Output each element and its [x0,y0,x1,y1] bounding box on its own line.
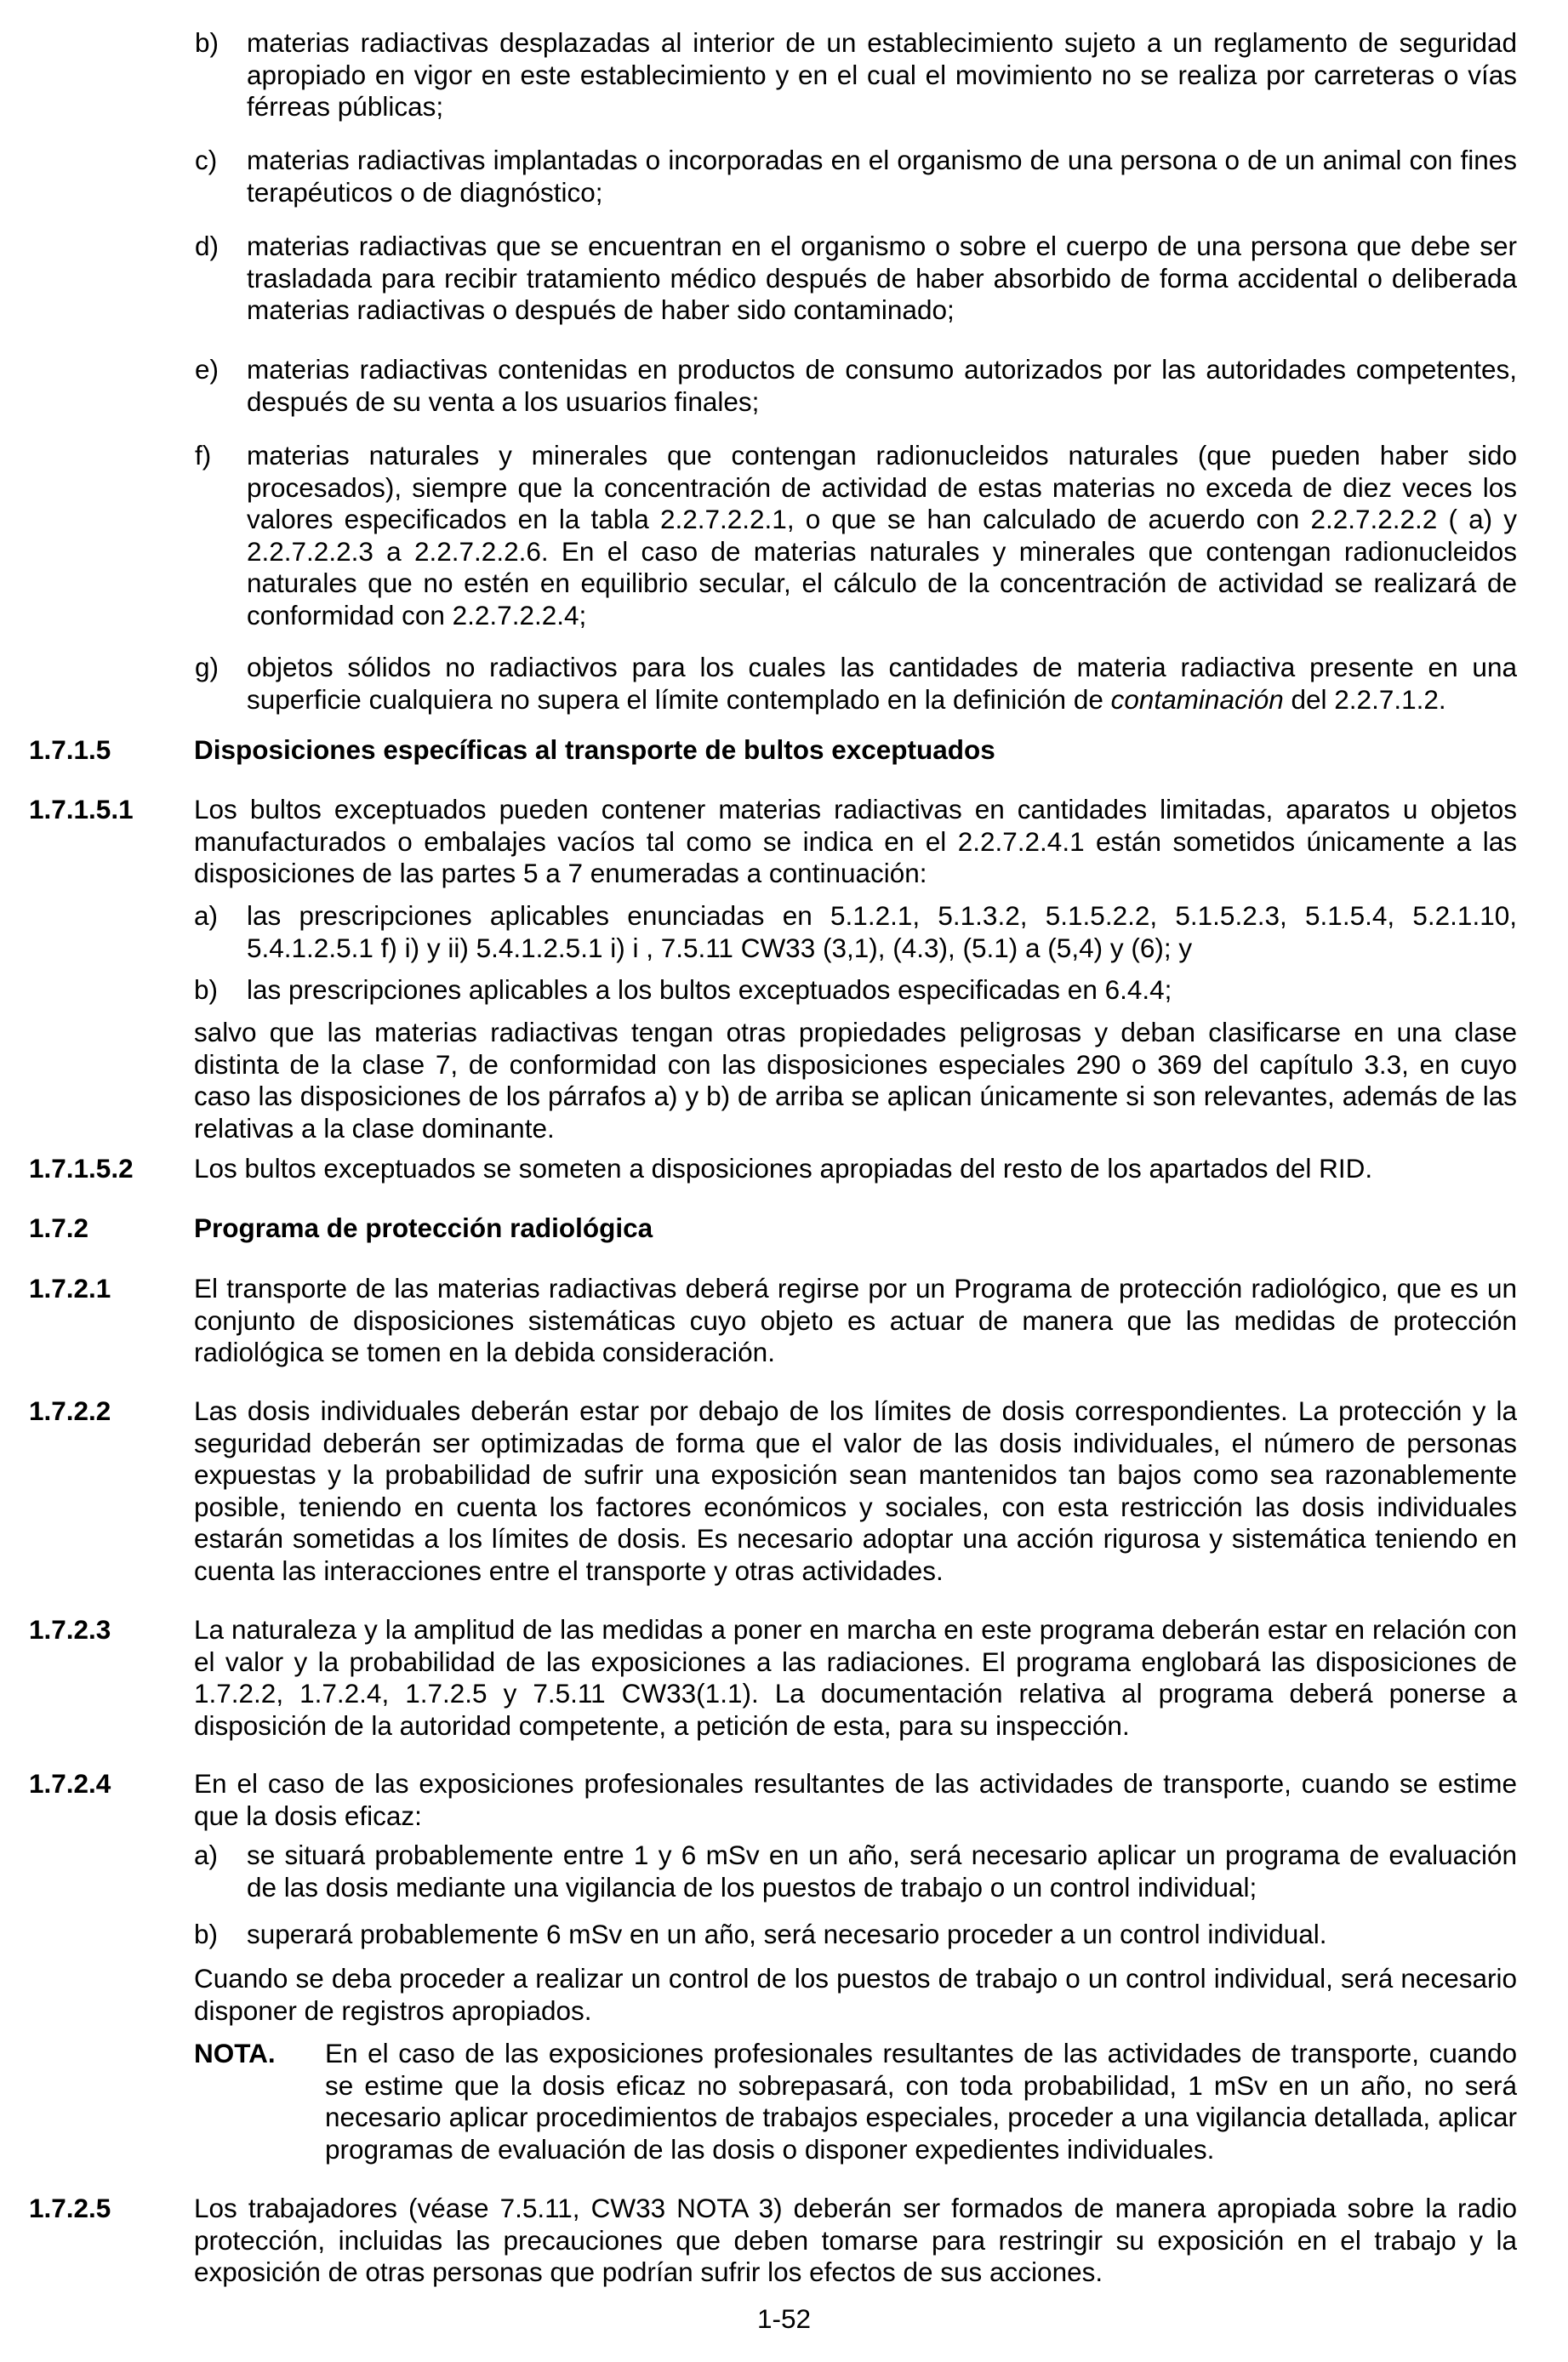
item-b-marker: b) [195,27,220,58]
section-number-1-7-1-5: 1.7.1.5 [29,734,111,765]
section-number-1-7-2-5: 1.7.2.5 [29,2193,111,2223]
item-g-text-italic: contaminación [1110,683,1284,715]
item-b-text: materias radiactivas desplazadas al interior de un establecimiento sujeto a un reglamento de seguridad apropiado en vigor en este establecimiento y en el cual el movimiento no se realiza por carreteras o vías férreas públicas; [247,27,1517,122]
note-label: NOTA. [194,2038,276,2068]
list-1-7-2-4-a-marker: a) [194,1840,219,1870]
item-g-text-before: objetos sólidos no radiactivos para los cuales las cantidades de materia radiactiva presente en una superficie cualquiera no supera el límite contemplado en la definición de [247,652,1517,715]
item-g-marker: g) [195,652,220,682]
list-1-7-2-4-a-text: se situará probablemente entre 1 y 6 mSv en un año, será necesario aplicar un programa de evaluación de las dosis mediante una vigilancia de los puestos de trabajo o un control individual; [247,1840,1517,1903]
list-1-7-2-4-b-marker: b) [194,1919,219,1949]
item-d-text: materias radiactivas que se encuentran en el organismo o sobre el cuerpo de una persona que debe ser trasladada para recibir tratamiento médico después de haber absorbido de forma accidental o deliberada materias radiactivas o después de haber sido contaminado; [247,231,1517,325]
section-1-7-2-5-text: Los trabajadores (véase 7.5.11, CW33 NOTA 3) deberán ser formados de manera apropiada sobre la radio protección, incluidas las precauciones que deben tomarse para restringir su exposición en el trabajo y la exposición de otras personas que podrían sufrir los efectos de sus acciones. [194,2193,1517,2287]
item-e-text: materias radiactivas contenidas en productos de consumo autorizados por las autoridades competentes, después de su venta a los usuarios finales; [247,354,1517,417]
section-1-7-1-5-2-text: Los bultos exceptuados se someten a disposiciones apropiadas del resto de los apartados del RID. [194,1153,1373,1184]
list-1-7-1-5-1-a-text: las prescripciones aplicables enunciadas en 5.1.2.1, 5.1.3.2, 5.1.5.2.2, 5.1.5.2.3, 5.1.5.4, 5.2.1.10, 5.4.1.2.5.1 f) i) y ii) 5.4.1.2.5.1 i) i , 7.5.11 CW33 (3,1), (4.3), (5.1) a (5,4) y (6); y [247,900,1517,963]
section-number-1-7-2-3: 1.7.2.3 [29,1614,111,1645]
section-1-7-1-5-1-intro: Los bultos exceptuados pueden contener materias radiactivas en cantidades limitadas, aparatos u objetos manufacturados o embalajes vacíos tal como se indica en el 2.2.7.2.4.1 están sometidos únicamente a las disposiciones de las partes 5 a 7 enumeradas a continuación: [194,794,1517,888]
section-1-7-2-1-text: El transporte de las materias radiactivas deberá regirse por un Programa de protección radiológico, que es un conjunto de disposiciones sistemáticas cuyo objeto es actuar de manera que las medidas de protección radiológica se tomen en la debida consideración. [194,1273,1517,1367]
section-number-1-7-1-5-1: 1.7.1.5.1 [29,794,134,824]
item-c-marker: c) [195,145,218,175]
page-number: 1-52 [756,2303,812,2334]
section-1-7-1-5-1-closing: salvo que las materias radiactivas tengan otras propiedades peligrosas y deban clasificarse en una clase distinta de la clase 7, de conformidad con las disposiciones especiales 290 o 369 del capítulo 3.3, en cuyo caso las disposiciones de los párrafos a) y b) de arriba se aplican únicamente si son relevantes, además de las relativas a la clase dominante. [194,1017,1517,1144]
list-1-7-2-4-b-text: superará probablemente 6 mSv en un año, será necesario proceder a un control individual. [247,1919,1327,1949]
section-heading-1-7-1-5: Disposiciones específicas al transporte de bultos exceptuados [194,734,995,765]
list-1-7-1-5-1-b-text: las prescripciones aplicables a los bultos exceptuados especificadas en 6.4.4; [247,974,1172,1005]
section-number-1-7-2-4: 1.7.2.4 [29,1768,111,1799]
item-e-marker: e) [195,354,220,385]
item-c-text: materias radiactivas implantadas o incorporadas en el organismo de una persona o de un animal con fines terapéuticos o de diagnóstico; [247,145,1517,208]
item-f-marker: f) [195,440,212,471]
section-1-7-2-3-text: La naturaleza y la amplitud de las medidas a poner en marcha en este programa deberán estar en relación con el valor y la probabilidad de las exposiciones a las radiaciones. El programa englobará las disposiciones de 1.7.2.2, 1.7.2.4, 1.7.2.5 y 7.5.11 CW33(1.1). La documentación relativa al programa deberá ponerse a disposición de la autoridad competente, a petición de esta, para su inspección. [194,1614,1517,1741]
section-number-1-7-2-1: 1.7.2.1 [29,1273,111,1304]
item-g-text-after: del 2.2.7.1.2. [1283,683,1446,715]
list-1-7-1-5-1-b-marker: b) [194,974,219,1005]
section-number-1-7-2-2: 1.7.2.2 [29,1395,111,1426]
section-1-7-2-4-closing: Cuando se deba proceder a realizar un control de los puestos de trabajo o un control individual, será necesario disponer de registros apropiados. [194,1963,1517,2026]
section-1-7-2-4-intro: En el caso de las exposiciones profesionales resultantes de las actividades de transporte, cuando se estime que la dosis eficaz: [194,1768,1517,1831]
item-f-text: materias naturales y minerales que contengan radionucleidos naturales (que pueden haber sido procesados), siempre que la concentración de actividad de estas materias no exceda de diez veces los valores especificados en la tabla 2.2.7.2.2.1, o que se han calculado de acuerdo con 2.2.7.2.2.2 ( a) y 2.2.7.2.2.3 a 2.2.7.2.2.6. En el caso de materias naturales y minerales que contengan radionucleidos naturales que no estén en equilibrio secular, el cálculo de la concentración de actividad se realizará de conformidad con 2.2.7.2.2.4; [247,440,1517,630]
section-1-7-2-2-text: Las dosis individuales deberán estar por debajo de los límites de dosis correspondientes. La protección y la seguridad deberán ser optimizadas de forma que el valor de las dosis individuales, el número de personas expuestas y la probabilidad de sufrir una exposición sean mantenidos tan bajos como sea razonablemente posible, teniendo en cuenta los factores económicos y sociales, con esta restricción las dosis individuales estarán sometidas a los límites de dosis. Es necesario adoptar una acción rigurosa y sistemática teniendo en cuenta las interacciones entre el transporte y otras actividades. [194,1395,1517,1586]
note-text: En el caso de las exposiciones profesionales resultantes de las actividades de transporte, cuando se estime que la dosis eficaz no sobrepasará, con toda probabilidad, 1 mSv en un año, no será necesario aplicar procedimientos de trabajos especiales, proceder a una vigilancia detallada, aplicar programas de evaluación de las dosis o disponer expedientes individuales. [325,2038,1517,2165]
section-heading-1-7-2: Programa de protección radiológica [194,1212,653,1243]
section-number-1-7-1-5-2: 1.7.1.5.2 [29,1153,134,1184]
item-g-text [247,652,1517,716]
section-number-1-7-2: 1.7.2 [29,1212,89,1243]
list-1-7-1-5-1-a-marker: a) [194,900,219,931]
item-d-marker: d) [195,231,220,261]
